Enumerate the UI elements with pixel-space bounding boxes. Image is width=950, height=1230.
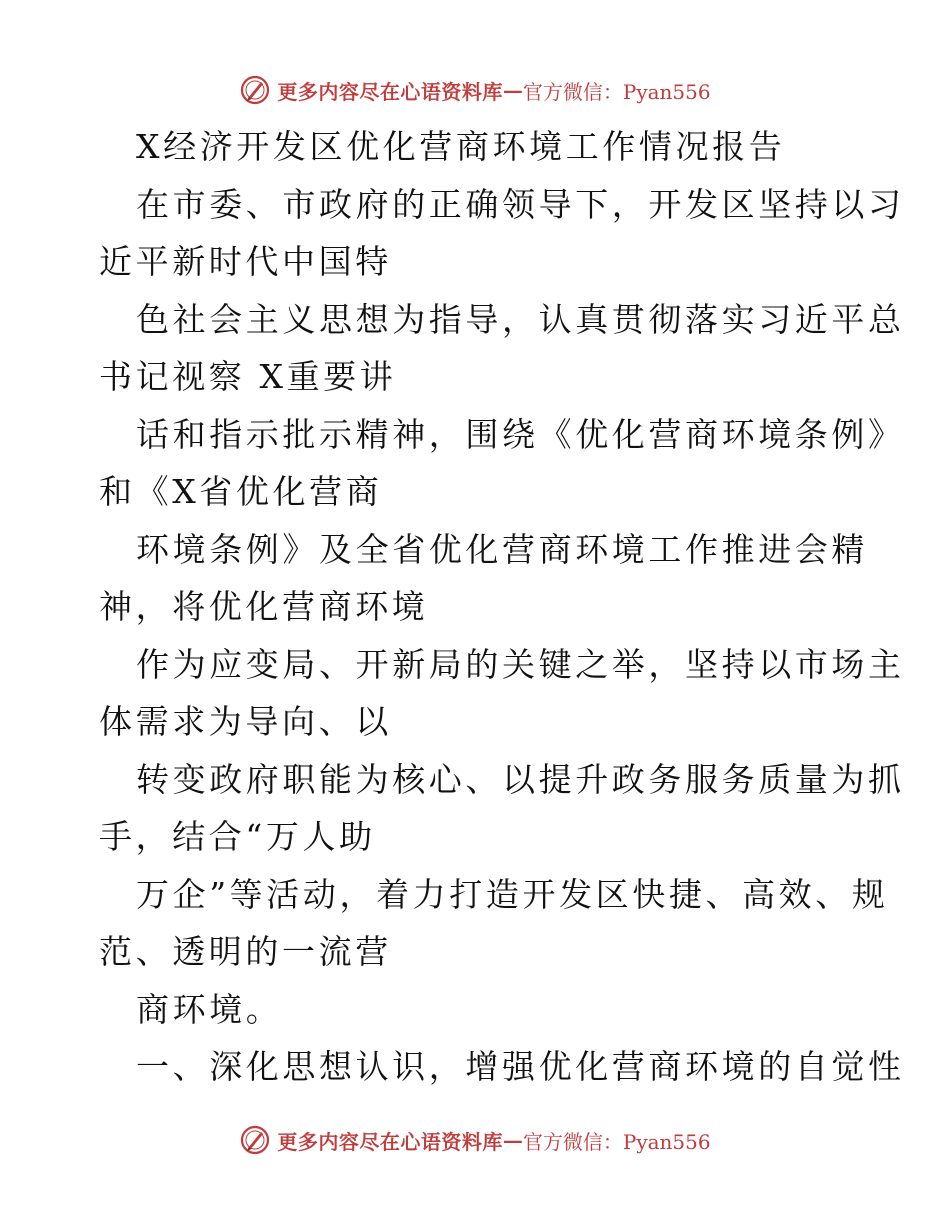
section-heading: 一、深化思想认识，增强优化营商环境的自觉性 [136, 1047, 905, 1086]
document-title: X经济开发区优化营商环境工作情况报告 [136, 127, 786, 166]
body-line: 体需求为导向、以 [99, 702, 392, 741]
body-line: 范、透明的一流营 [99, 932, 392, 971]
banner-separator: — [502, 1128, 523, 1152]
banner-separator: — [502, 78, 523, 102]
body-line: 书记视察 X重要讲 [99, 357, 397, 396]
body-line: 手，结合“万人助 [99, 817, 376, 856]
body-line: 万企”等活动，着力打造开发区快捷、高效、规 [136, 874, 889, 914]
document-body [99, 118, 905, 1096]
header-watermark-banner [0, 70, 950, 110]
body-line: 神，将优化营商环境 [99, 587, 429, 626]
banner-wechat-text: 官方微信：Pyan556 [522, 1129, 711, 1154]
body-line: 商环境。 [136, 989, 283, 1029]
body-line: 色社会主义思想为指导，认真贯彻落实习近平总 [136, 299, 905, 339]
body-line: 和《X省优化营商 [99, 472, 383, 511]
body-line: 在市委、市政府的正确领导下，开发区坚持以习 [136, 184, 905, 224]
body-line: 作为应变局、开新局的关键之举，坚持以市场主 [136, 644, 905, 684]
body-line: 近平新时代中国特 [99, 242, 392, 281]
footer-watermark-banner [0, 1120, 950, 1160]
banner-main-text: 更多内容尽在心语资料库 [277, 1129, 503, 1154]
banner-wechat-text: 官方微信：Pyan556 [522, 79, 711, 104]
quill-pen-logo-icon [239, 1124, 271, 1156]
body-line: 话和指示批示精神，围绕《优化营商环境条例》 [136, 414, 905, 454]
body-line: 环境条例》及全省优化营商环境工作推进会精 [136, 529, 868, 569]
body-line: 转变政府职能为核心、以提升政务服务质量为抓 [136, 759, 905, 799]
banner-main-text: 更多内容尽在心语资料库 [277, 79, 503, 104]
quill-pen-logo-icon [239, 74, 271, 106]
